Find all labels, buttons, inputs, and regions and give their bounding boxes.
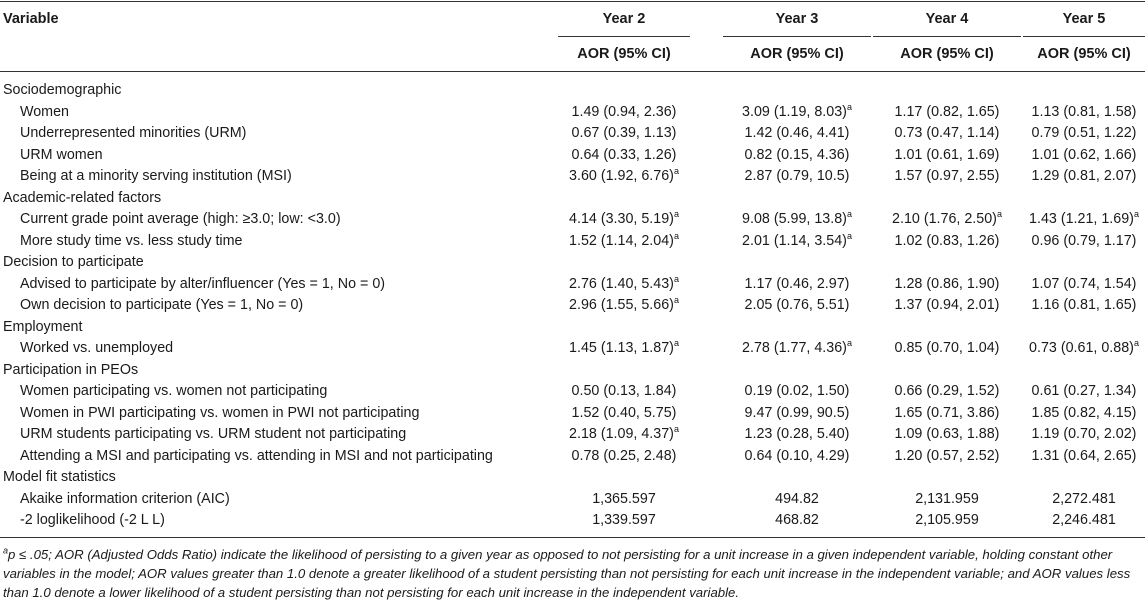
row-label: Advised to participate by alter/influencer (Yes = 1, No = 0) — [20, 275, 386, 292]
cell-year-3 — [723, 166, 871, 188]
cell-value: 494.82 — [775, 490, 819, 507]
cell-year-4 — [873, 145, 1021, 167]
cell-year-3 — [723, 403, 871, 425]
table-row — [0, 403, 1145, 425]
section-row — [0, 317, 1145, 339]
subheader-rule-year-3 — [723, 36, 871, 37]
cell-value: 0.50 (0.13, 1.84) — [571, 383, 677, 399]
cell-year-2 — [558, 166, 690, 188]
table-row — [0, 145, 1145, 167]
significance-marker: a — [673, 338, 679, 349]
cell-year-2 — [558, 274, 690, 296]
cell-year-4 — [873, 274, 1021, 296]
cell-value: 1.01 (0.62, 1.66) — [1031, 146, 1137, 163]
cell-value: 0.79 (0.51, 1.22) — [1031, 125, 1137, 141]
section-row — [0, 80, 1145, 102]
cell-value: 1.49 (0.94, 2.36) — [571, 103, 677, 120]
cell-value: 1.16 (0.81, 1.65) — [1031, 297, 1137, 313]
footnote-text: p ≤ .05; AOR (Adjusted Odds Ratio) indicate the likelihood of persisting to a given year as opposed to not persisting for a unit increase in a given independent variable, holding constant other variables in the model; AOR values greater than 1.0 denote a greater likelihood of a student persisting than not persisting for each unit increase in the independent variable; and AOR values less than 1.0 denote a lower likelihood of a student persisting than not persisting for each unit increase in the independent variable. — [3, 547, 1131, 600]
cell-value: 0.85 (0.70, 1.04) — [894, 340, 1000, 356]
cell-value: 1.01 (0.61, 1.69) — [894, 146, 1000, 163]
table-row — [0, 295, 1145, 317]
cell-value: 1.07 (0.74, 1.54) — [1031, 275, 1137, 292]
cell-value: 0.19 (0.02, 1.50) — [744, 383, 850, 399]
cell-value: 1.23 (0.28, 5.40) — [744, 426, 850, 442]
cell-value: 1.57 (0.97, 2.55) — [894, 168, 1000, 184]
cell-value: 2.10 (1.76, 2.50) — [892, 211, 997, 227]
cell-year-3 — [723, 102, 871, 124]
cell-value: 1.20 (0.57, 2.52) — [894, 447, 1000, 464]
section-row — [0, 188, 1145, 210]
significance-marker: a — [673, 424, 679, 435]
cell-value: 2,105.959 — [915, 512, 979, 528]
cell-year-3 — [723, 381, 871, 403]
cell-value: 2.87 (0.79, 10.5) — [744, 168, 850, 184]
cell-value: 2,272.481 — [1052, 490, 1116, 507]
subheader-rule-year-4 — [873, 36, 1021, 37]
significance-marker: a — [996, 209, 1002, 220]
cell-value: 1.65 (0.71, 3.86) — [894, 404, 1000, 421]
cell-value: 468.82 — [775, 512, 819, 528]
cell-value: 2.01 (1.14, 3.54) — [742, 232, 847, 249]
cell-value: 1.42 (0.46, 4.41) — [744, 125, 850, 141]
cell-year-4 — [873, 102, 1021, 124]
cell-value: 2.18 (1.09, 4.37) — [569, 426, 674, 442]
section-row — [0, 467, 1145, 489]
cell-year-3 — [723, 338, 871, 360]
cell-value: 0.64 (0.10, 4.29) — [744, 447, 850, 464]
significance-marker: a — [673, 166, 679, 177]
row-label: Current grade point average (high: ≥3.0; low: <3.0) — [20, 211, 341, 227]
cell-value: 3.60 (1.92, 6.76) — [569, 168, 674, 184]
cell-value: 1.17 (0.46, 2.97) — [744, 275, 850, 292]
bottom-rule — [0, 537, 1145, 538]
cell-year-2 — [558, 446, 690, 468]
row-label: Women in PWI participating vs. women in PWI not participating — [20, 404, 420, 421]
cell-value: 2,246.481 — [1052, 512, 1116, 528]
cell-year-3 — [723, 510, 871, 532]
cell-year-4 — [873, 123, 1021, 145]
table-row — [0, 381, 1145, 403]
header-year-4: Year 4 — [925, 11, 969, 27]
cell-value: 1.28 (0.86, 1.90) — [894, 275, 1000, 292]
subheader-aor-year-4: AOR (95% CI) — [900, 46, 994, 62]
cell-year-3 — [723, 145, 871, 167]
significance-marker: a — [673, 273, 679, 284]
cell-value: 2.96 (1.55, 5.66) — [569, 297, 674, 313]
cell-value: 1.09 (0.63, 1.88) — [894, 426, 1000, 442]
row-label: Attending a MSI and participating vs. attending in MSI and not participating — [20, 447, 493, 464]
significance-marker: a — [673, 209, 679, 220]
cell-year-3 — [723, 209, 871, 231]
cell-value: 1,339.597 — [592, 512, 656, 528]
cell-year-3 — [723, 295, 871, 317]
table-row — [0, 446, 1145, 468]
cell-year-5 — [1023, 489, 1145, 511]
table-row — [0, 274, 1145, 296]
table-row — [0, 424, 1145, 446]
significance-marker: a — [846, 101, 852, 112]
row-label: Worked vs. unemployed — [20, 340, 174, 356]
significance-marker: a — [673, 295, 679, 306]
cell-value: 1.52 (1.14, 2.04) — [569, 232, 674, 249]
cell-year-4 — [873, 424, 1021, 446]
cell-year-2 — [558, 145, 690, 167]
cell-year-3 — [723, 489, 871, 511]
header-variable: Variable — [3, 11, 59, 27]
table-footnote — [3, 545, 1138, 602]
cell-value: 0.96 (0.79, 1.17) — [1031, 232, 1137, 249]
table-body — [0, 80, 1145, 532]
top-rule — [0, 1, 1145, 2]
cell-value: 2.05 (0.76, 5.51) — [744, 297, 850, 313]
cell-year-2 — [558, 338, 690, 360]
cell-year-3 — [723, 274, 871, 296]
row-label: Underrepresented minorities (URM) — [20, 125, 247, 141]
row-label: More study time vs. less study time — [20, 232, 243, 249]
cell-year-2 — [558, 295, 690, 317]
cell-value: 0.67 (0.39, 1.13) — [571, 125, 677, 141]
subheader-aor-year-5: AOR (95% CI) — [1037, 46, 1131, 62]
section-label: Decision to participate — [3, 254, 144, 270]
cell-year-5 — [1023, 274, 1145, 296]
cell-year-5 — [1023, 424, 1145, 446]
significance-marker: a — [1133, 209, 1139, 220]
cell-value: 0.78 (0.25, 2.48) — [571, 447, 677, 464]
row-label: Akaike information criterion (AIC) — [20, 490, 230, 507]
cell-year-2 — [558, 489, 690, 511]
row-label: Being at a minority serving institution (MSI) — [20, 168, 292, 184]
significance-marker: a — [1133, 338, 1139, 349]
section-label: Participation in PEOs — [3, 361, 139, 378]
cell-year-5 — [1023, 510, 1145, 532]
cell-year-4 — [873, 166, 1021, 188]
cell-value: 1,365.597 — [592, 490, 656, 507]
significance-marker: a — [846, 338, 852, 349]
subheader-aor-year-3: AOR (95% CI) — [750, 46, 844, 62]
cell-year-5 — [1023, 123, 1145, 145]
table-row — [0, 102, 1145, 124]
section-label: Model fit statistics — [3, 469, 116, 485]
cell-value: 0.66 (0.29, 1.52) — [894, 383, 1000, 399]
cell-year-2 — [558, 209, 690, 231]
cell-year-5 — [1023, 102, 1145, 124]
cell-value: 1.19 (0.70, 2.02) — [1031, 426, 1137, 442]
cell-value: 1.13 (0.81, 1.58) — [1031, 103, 1137, 120]
cell-value: 9.47 (0.99, 90.5) — [744, 404, 850, 421]
table-row — [0, 338, 1145, 360]
header-year-5: Year 5 — [1062, 11, 1106, 27]
row-label: Women participating vs. women not participating — [20, 383, 328, 399]
cell-value: 1.85 (0.82, 4.15) — [1031, 404, 1137, 421]
cell-value: 1.45 (1.13, 1.87) — [569, 340, 674, 356]
header-rule — [0, 71, 1145, 72]
cell-value: 2,131.959 — [915, 490, 979, 507]
cell-year-2 — [558, 424, 690, 446]
header-year-2: Year 2 — [602, 11, 646, 27]
cell-value: 1.43 (1.21, 1.69) — [1029, 211, 1134, 227]
table-row — [0, 166, 1145, 188]
table-row — [0, 123, 1145, 145]
cell-value: 1.52 (0.40, 5.75) — [571, 404, 677, 421]
section-label: Sociodemographic — [3, 82, 122, 98]
cell-value: 4.14 (3.30, 5.19) — [569, 211, 674, 227]
table-row — [0, 209, 1145, 231]
subheader-rule-year-2 — [558, 36, 690, 37]
cell-value: 1.31 (0.64, 2.65) — [1031, 447, 1137, 464]
cell-year-4 — [873, 231, 1021, 253]
cell-year-2 — [558, 403, 690, 425]
significance-marker: a — [673, 230, 679, 241]
cell-year-2 — [558, 231, 690, 253]
row-label: -2 loglikelihood (-2 L L) — [20, 512, 165, 528]
cell-year-4 — [873, 510, 1021, 532]
subheader-rule-year-5 — [1023, 36, 1145, 37]
cell-year-3 — [723, 424, 871, 446]
cell-year-4 — [873, 381, 1021, 403]
footnote-marker: a — [3, 545, 9, 556]
section-label: Academic-related factors — [3, 189, 162, 206]
cell-value: 3.09 (1.19, 8.03) — [742, 103, 847, 120]
cell-year-2 — [558, 381, 690, 403]
cell-year-3 — [723, 123, 871, 145]
cell-value: 1.17 (0.82, 1.65) — [894, 103, 1000, 120]
cell-year-5 — [1023, 166, 1145, 188]
cell-year-5 — [1023, 231, 1145, 253]
cell-year-5 — [1023, 381, 1145, 403]
cell-year-4 — [873, 489, 1021, 511]
significance-marker: a — [846, 230, 852, 241]
table-row — [0, 489, 1145, 511]
cell-year-5 — [1023, 403, 1145, 425]
cell-value: 0.82 (0.15, 4.36) — [744, 146, 850, 163]
cell-value: 2.76 (1.40, 5.43) — [569, 275, 674, 292]
cell-year-5 — [1023, 338, 1145, 360]
cell-year-2 — [558, 510, 690, 532]
cell-value: 0.64 (0.33, 1.26) — [571, 146, 677, 163]
cell-year-3 — [723, 231, 871, 253]
cell-value: 1.29 (0.81, 2.07) — [1031, 168, 1137, 184]
row-label: Women — [20, 103, 69, 120]
cell-year-4 — [873, 338, 1021, 360]
cell-value: 0.73 (0.47, 1.14) — [894, 125, 1000, 141]
cell-value: 0.73 (0.61, 0.88) — [1029, 340, 1134, 356]
cell-year-5 — [1023, 295, 1145, 317]
cell-value: 1.02 (0.83, 1.26) — [894, 232, 1000, 249]
row-label: URM women — [20, 146, 103, 163]
cell-year-5 — [1023, 209, 1145, 231]
table-row — [0, 231, 1145, 253]
section-label: Employment — [3, 318, 83, 335]
section-row — [0, 360, 1145, 382]
row-label: Own decision to participate (Yes = 1, No = 0) — [20, 297, 304, 313]
cell-year-5 — [1023, 145, 1145, 167]
section-row — [0, 252, 1145, 274]
cell-year-5 — [1023, 446, 1145, 468]
cell-year-2 — [558, 123, 690, 145]
header-year-3: Year 3 — [775, 11, 819, 27]
cell-value: 1.37 (0.94, 2.01) — [894, 297, 1000, 313]
cell-value: 2.78 (1.77, 4.36) — [742, 340, 847, 356]
subheader-aor-year-2: AOR (95% CI) — [577, 46, 671, 62]
cell-value: 0.61 (0.27, 1.34) — [1031, 383, 1137, 399]
cell-year-3 — [723, 446, 871, 468]
row-label: URM students participating vs. URM student not participating — [20, 426, 407, 442]
cell-year-4 — [873, 209, 1021, 231]
significance-marker: a — [846, 209, 852, 220]
cell-year-4 — [873, 446, 1021, 468]
cell-year-4 — [873, 403, 1021, 425]
table-row — [0, 510, 1145, 532]
cell-year-4 — [873, 295, 1021, 317]
cell-year-2 — [558, 102, 690, 124]
cell-value: 9.08 (5.99, 13.8) — [742, 211, 847, 227]
